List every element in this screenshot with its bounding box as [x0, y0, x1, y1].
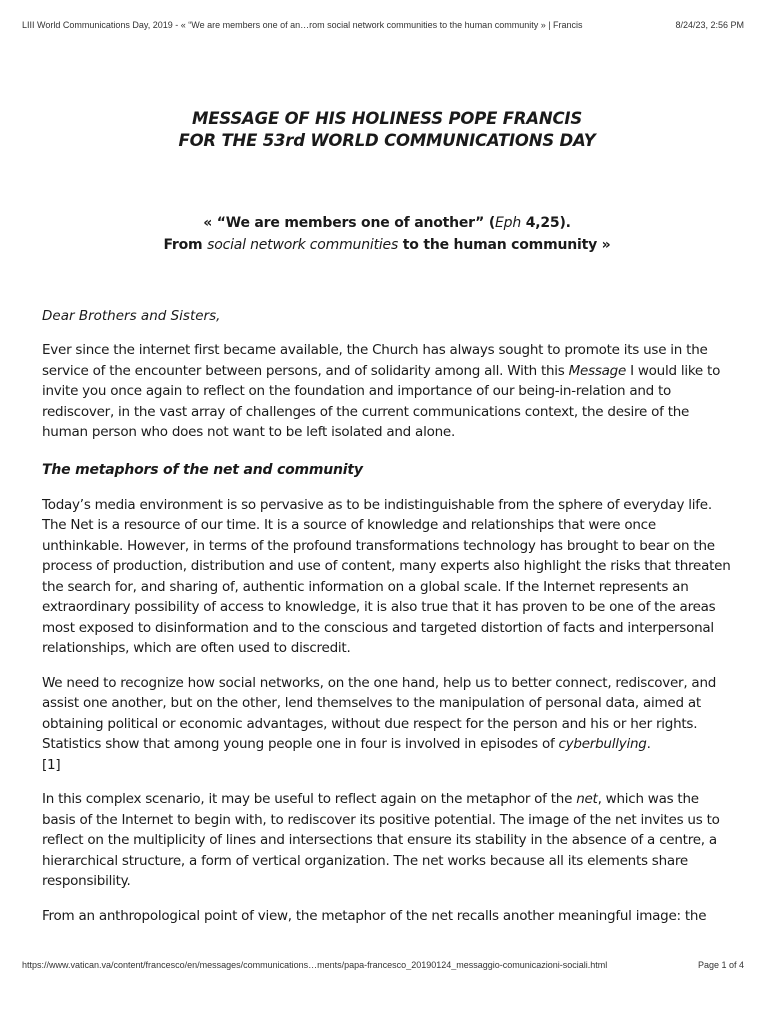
paragraph-1: Ever since the internet first became available, the Church has always sought to promote its use in the service of the encounter between persons, and of solidarity among all. With this Message I would like to invite you once again to reflect on the foundation and importance of our being-in-relation and to rediscover, in the vast array of challenges of the current communications context, the desire of the human person who does not want to be left isolated and alone. — [42, 342, 721, 440]
page-url: https://www.vatican.va/content/francesco/en/messages/communications…ments/papa-francesco_20190124_messaggio-comunicazioni-sociali.html — [22, 960, 608, 970]
paragraph-3: We need to recognize how social networks, on the one hand, help us to better connect, rediscover, and assist one another, but on the other, lend themselves to the manipulation of personal data, aimed at obtaining political or economic advantages, without due respect for the person and his or her rights. Statistics show that among young people one in four is involved in episodes of cyberbullying. [1] — [42, 674, 717, 773]
subtitle-emphasis: social network communities — [207, 237, 399, 253]
paragraph-4: In this complex scenario, it may be useful to reflect again on the metaphor of the net, which was the basis of the Internet to begin with, to rediscover its positive potential. The image of the net invites us to reflect on the multiplicity of lines and intersections that ensure its stability in the absence of a centre, a hierarchical structure, a form of vertical organization. The net works because all its elements share responsibility. — [42, 791, 720, 889]
salutation: Dear Brothers and Sisters, — [42, 308, 221, 324]
page-number: Page 1 of 4 — [697, 960, 744, 970]
paragraph-2: Today’s media environment is so pervasive as to be indistinguishable from the sphere of everyday life. The Net is a resource of our time. It is a source of knowledge and relationships that were once unthinkable. However, in terms of the profound transformations technology has brought to bear on the process of production, distribution and use of content, many experts also highlight the risks that threaten the search for, and sharing of, authentic information on a global scale. If the Internet represents an extraordinary possibility of access to knowledge, it is also true that it has proven to be one of the areas most exposed to disinformation and to the conscious and targeted distortion of facts and interpersonal relationships, which are often used to discredit. — [42, 496, 731, 656]
footnote-link[interactable]: [1] — [42, 756, 61, 773]
print-footer — [22, 960, 744, 974]
document-content — [42, 108, 732, 926]
document-title-line2: FOR THE 53rd WORLD COMMUNICATIONS DAY — [178, 131, 596, 150]
document-subtitle — [42, 212, 732, 256]
document-title — [42, 108, 732, 152]
print-datetime: 8/24/23, 2:56 PM — [675, 20, 744, 30]
page-title-header: LIII World Communications Day, 2019 - « “We are members one of an…rom social network communities to the human community » | Francis — [22, 20, 583, 30]
subtitle-line2: From social network communities to the human community » — [163, 237, 611, 253]
print-header — [22, 20, 744, 36]
section-heading: The metaphors of the net and community — [42, 461, 363, 478]
scripture-reference: Eph — [495, 215, 522, 231]
paragraph-5: From an anthropological point of view, the metaphor of the net recalls another meaningful image: the — [42, 907, 707, 924]
document-title-line1: MESSAGE OF HIS HOLINESS POPE FRANCIS — [191, 109, 583, 128]
subtitle-line1: « “We are members one of another” (Eph 4,25). — [203, 215, 571, 231]
